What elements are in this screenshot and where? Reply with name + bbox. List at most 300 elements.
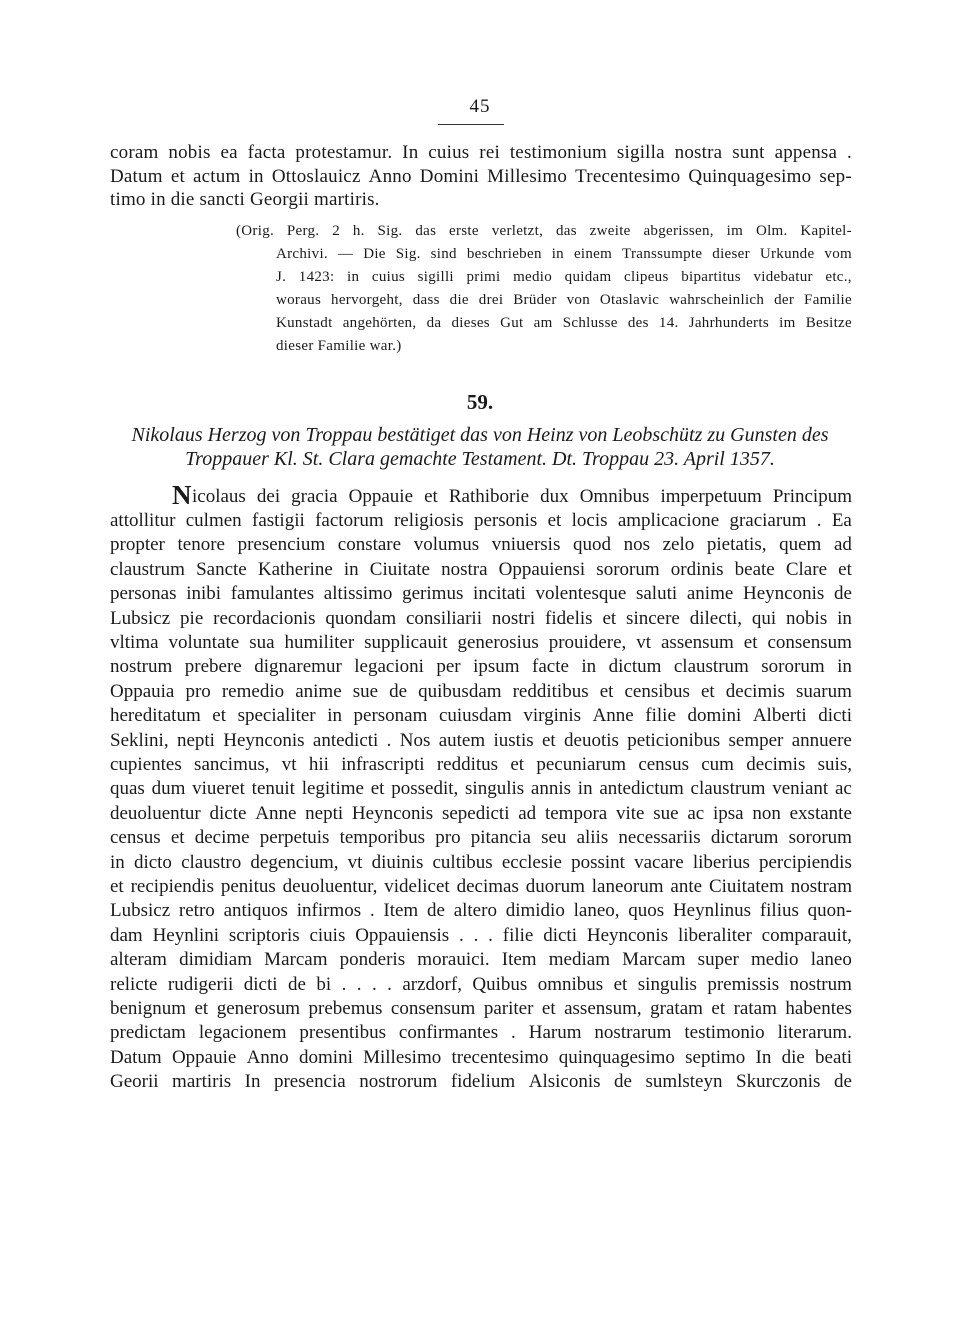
word: dicti (543, 924, 577, 946)
word: antedictum (599, 778, 684, 800)
word: imperpetuum (660, 486, 762, 507)
document-number: 59. (466, 390, 494, 414)
word: graciarum (729, 510, 807, 531)
word: Harum (528, 1022, 582, 1044)
word: beate (734, 558, 775, 580)
word: . (458, 924, 464, 946)
word: hii (308, 754, 329, 775)
word: Katherine (257, 558, 333, 580)
word: autem (438, 729, 486, 751)
word: . (511, 1022, 516, 1044)
word: vltima (110, 632, 159, 653)
word: altero (453, 900, 497, 922)
word: habentes (785, 998, 852, 1019)
word: fidelis (545, 607, 593, 629)
word: testimonio (684, 1022, 765, 1044)
body-line (110, 510, 852, 532)
word: im (779, 315, 796, 331)
word: amplicacione (617, 510, 720, 531)
word: comparauit, (761, 924, 852, 946)
word: Jahrhunderts (688, 315, 769, 331)
word: vacare (634, 851, 684, 873)
word: census (110, 827, 161, 849)
word: percipiendis (759, 851, 852, 873)
word: laneorum (591, 876, 664, 897)
word: Anne (255, 802, 297, 824)
word: dass (412, 292, 440, 308)
word: generosius (457, 632, 539, 653)
word: dieser (712, 246, 750, 262)
word: in (248, 166, 264, 187)
preceding-line (110, 166, 852, 188)
word: et (602, 607, 617, 629)
word: in (551, 246, 564, 262)
word: vniuersis (491, 534, 561, 556)
word: duorum (525, 876, 585, 897)
word: anime (295, 680, 342, 702)
word: ea (220, 142, 238, 163)
footnote-line (276, 292, 852, 309)
word: et (743, 632, 758, 653)
word: liberaliter (677, 924, 752, 946)
body-line (110, 778, 852, 800)
word: ponderis (339, 949, 406, 971)
word: Item (383, 900, 419, 922)
word: da (426, 315, 442, 331)
word: Kapitel- (800, 223, 852, 239)
word: sind (430, 246, 457, 262)
word: videlicet (384, 876, 450, 897)
word: fastigii (252, 510, 305, 531)
footnote-line (276, 315, 852, 332)
word: ipsum (473, 656, 520, 678)
word: pariter (483, 998, 534, 1019)
word: Besitze (805, 315, 852, 331)
header-rule (438, 124, 504, 125)
word: et (424, 486, 438, 507)
word: quondam (325, 607, 397, 629)
body-line (110, 1047, 852, 1069)
word: nostrorum (359, 1071, 438, 1093)
word: Archivi. (276, 246, 328, 262)
word: ipsa (712, 802, 744, 824)
word: generosum (216, 998, 301, 1019)
word: necessariis (618, 827, 701, 849)
word: incitati (473, 583, 526, 605)
word: retro (178, 900, 215, 922)
word: census (638, 754, 689, 775)
word: im (726, 223, 744, 239)
word: . (356, 973, 362, 995)
word: Trecentesimo (575, 166, 681, 187)
word: liberius (692, 851, 750, 873)
word: nostra (441, 558, 488, 580)
word: Oppauia (110, 680, 175, 702)
word: de (614, 1071, 632, 1093)
word: anime (686, 583, 734, 605)
word: propter (110, 534, 165, 556)
body-line (110, 998, 852, 1020)
word: suis, (817, 754, 852, 775)
word: in (837, 607, 852, 629)
word: voluntate (168, 632, 240, 653)
word: appensa (774, 142, 838, 163)
word: singulis (465, 778, 525, 800)
word: der (774, 292, 795, 308)
word: pro (435, 827, 461, 849)
word: trecentesimo (451, 1046, 549, 1068)
word: pie (180, 607, 204, 629)
word: sue (352, 680, 379, 702)
word: sororum (761, 656, 825, 678)
word: das (555, 223, 577, 239)
body-line (110, 852, 852, 874)
word: Ea (831, 510, 852, 531)
word: hervorgeht, (331, 292, 403, 308)
word: Transsumpte (622, 246, 703, 262)
word: claustro (181, 851, 242, 873)
word: nostram (790, 876, 852, 897)
word: Principum (772, 486, 852, 507)
word: Anno (368, 166, 412, 187)
word: domini (687, 705, 742, 727)
word: presencia (273, 1071, 346, 1093)
word: nostri (491, 607, 536, 629)
word: Ottoslauicz (271, 166, 361, 187)
word: Marcam (264, 949, 328, 971)
word: et (370, 778, 385, 800)
word: dieses (451, 315, 490, 331)
word: etc., (825, 269, 852, 285)
word: die (781, 1046, 805, 1068)
word: beati (815, 1046, 852, 1068)
word: beschrieben (466, 246, 542, 262)
word: dicti (243, 973, 278, 995)
word: Marcam (622, 949, 686, 971)
word: consensum (767, 632, 852, 653)
word: medio (513, 269, 553, 285)
word: coram (110, 142, 159, 163)
word: deuotis (564, 729, 619, 751)
word: omnibus (537, 973, 604, 995)
word: gratam (650, 998, 703, 1019)
word: Oppauiensi (498, 558, 586, 580)
word: arzdorf, (402, 973, 462, 995)
word: domini (299, 1046, 353, 1068)
word: videbatur (753, 269, 813, 285)
word: de (288, 973, 306, 995)
word: nostrum (110, 656, 173, 678)
first-line-text (192, 486, 852, 508)
word: Familie (804, 292, 852, 308)
word: assensum (661, 632, 734, 653)
word: septimo (685, 1046, 746, 1068)
word: non (752, 802, 781, 824)
word: dimidio (505, 900, 565, 922)
word: sancimus, (194, 754, 270, 775)
word: volentesque (535, 583, 627, 605)
word: dignaremur (254, 656, 342, 678)
word: fidelium (450, 1071, 516, 1093)
footnote-line (276, 269, 852, 286)
word: erste (449, 223, 479, 239)
word: filie (502, 924, 534, 946)
word: zweite (589, 223, 631, 239)
word: religiosis (393, 510, 464, 531)
word: nobis (786, 607, 828, 629)
word: dilecti, (689, 607, 742, 629)
word: nostra (674, 142, 723, 163)
word: quos (628, 900, 665, 922)
word: quas (110, 778, 145, 800)
word: in (837, 656, 852, 678)
word: . (386, 729, 392, 751)
word: nepti (305, 802, 344, 824)
word: premissis (707, 973, 780, 995)
word: Kunstadt (276, 315, 333, 331)
body-line (110, 656, 852, 678)
word: factorum (315, 510, 384, 531)
word: ac (834, 778, 852, 800)
word: dicti (818, 705, 852, 727)
word: dictum (608, 656, 662, 678)
word: angehörten, (342, 315, 417, 331)
word: drei (478, 292, 504, 308)
body-line (110, 681, 852, 703)
word: quinquagesimo (558, 1046, 675, 1068)
word: des (627, 315, 649, 331)
word: Millesimo (487, 166, 568, 187)
word: nepti (176, 729, 215, 751)
word: peticionibus (627, 729, 721, 751)
word: von (566, 292, 590, 308)
word: Lubsicz (110, 607, 171, 629)
word: cum (701, 754, 734, 775)
word: exstante (789, 802, 852, 824)
word: Oppauie (348, 486, 414, 507)
word: woraus (276, 292, 322, 308)
word: quon- (807, 900, 852, 922)
headline-line: Nikolaus Herzog von Troppau bestätiget das von Heinz von Leobschütz zu Gunsten des (131, 424, 829, 446)
word: saluti (635, 583, 678, 605)
word: prebere (184, 656, 242, 678)
word: in (343, 558, 359, 580)
word: Omnibus (579, 486, 650, 507)
word: mediam (548, 949, 610, 971)
word: singulis (637, 973, 697, 995)
word: redditus (436, 754, 499, 775)
word: Brüder (513, 292, 557, 308)
word: J. (276, 269, 287, 285)
word: prouidere, (548, 632, 627, 653)
word: . (369, 900, 375, 922)
word: viueret (192, 778, 245, 800)
word: alteram (110, 949, 167, 971)
word: assensum, (564, 998, 642, 1019)
word: cultibus (432, 851, 493, 873)
word: seu (541, 827, 567, 849)
word: in (577, 778, 593, 800)
word: tenore (177, 534, 225, 556)
word: laneo (810, 949, 852, 971)
word: ratam (733, 998, 777, 1019)
word: sepedicti (441, 802, 510, 824)
body-line (110, 827, 852, 849)
word: ordinis (670, 558, 724, 580)
body-line (110, 559, 852, 581)
word: nos (623, 534, 650, 556)
word: et (613, 973, 628, 995)
word: redditibus (512, 680, 589, 702)
word: . (816, 510, 822, 531)
word: et (541, 998, 556, 1019)
footnote-line (276, 246, 852, 263)
word: Oppauiensis (355, 924, 450, 946)
word: deuoluentur (110, 802, 201, 824)
word: actum (193, 166, 241, 187)
word: Datum (110, 1046, 162, 1068)
word: morauici. (417, 949, 490, 971)
word: bi (316, 973, 332, 995)
word: Georii (110, 1071, 159, 1093)
preceding-line: timo in die sancti Georgii martiris. (110, 189, 380, 210)
word: supplicauit (364, 632, 448, 653)
word: am (533, 315, 553, 331)
word: suarum (795, 680, 852, 702)
word: quibusdam (418, 680, 502, 702)
word: einem (573, 246, 613, 262)
word: consensum (390, 998, 476, 1019)
word: pitancia (470, 827, 531, 849)
word: claustrum (673, 656, 749, 678)
body-line (110, 900, 852, 922)
body-line (110, 608, 852, 630)
word: rei (479, 142, 500, 163)
word: . (488, 924, 493, 946)
headline-line: Troppauer Kl. St. Clara gemachte Testament. Dt. Troppau 23. April 1357. (185, 448, 775, 470)
word: Urkunde (759, 246, 815, 262)
word: Lubsicz (110, 900, 171, 922)
word: sigilli (417, 269, 454, 285)
word: Rathiborie (448, 486, 530, 507)
word: vite (615, 802, 645, 824)
body-line (110, 583, 852, 605)
word: antedicti (312, 729, 379, 751)
word: Heynlini (152, 924, 220, 946)
word: volumus (413, 534, 480, 556)
body-line (110, 974, 852, 996)
word: . (371, 973, 377, 995)
word: Skurczonis (736, 1071, 821, 1093)
word: decimis (746, 754, 806, 775)
word: recordacionis (213, 607, 316, 629)
word: Gut (500, 315, 524, 331)
word: semper (728, 729, 784, 751)
word: benignum (110, 998, 186, 1019)
word: et (711, 998, 726, 1019)
word: Perg. (286, 223, 320, 239)
word: iustis (493, 729, 534, 751)
word: in (347, 269, 360, 285)
word: facta (247, 142, 286, 163)
word: per (436, 656, 461, 678)
word: sororum (788, 827, 852, 849)
word: famulantes (230, 583, 315, 605)
word: annis (530, 778, 572, 800)
word: — (337, 246, 354, 262)
word: constare (337, 534, 402, 556)
word: nostrarum (594, 1022, 672, 1044)
word: medio (751, 949, 799, 971)
word: prebemus (308, 998, 383, 1019)
word: presencium (237, 534, 326, 556)
word: clipeus (624, 269, 669, 285)
word: facte (532, 656, 569, 678)
word: diuinis (371, 851, 424, 873)
word: de (426, 900, 445, 922)
word: Anno (246, 1046, 289, 1068)
word: et (194, 998, 209, 1019)
word: (Orig. (236, 223, 275, 239)
word: sincere (626, 607, 680, 629)
word: locis (571, 510, 608, 531)
word: possint (571, 851, 625, 873)
body-line (110, 730, 852, 752)
word: dimidiam (179, 949, 252, 971)
body-line (110, 632, 852, 654)
word: filius (759, 900, 799, 922)
word: Heynconis (351, 802, 434, 824)
word: decimis (725, 680, 785, 702)
word: consiliarii (406, 607, 482, 629)
body-line (110, 754, 852, 776)
body-line (110, 534, 852, 556)
word: quem (779, 534, 822, 556)
body-line (110, 705, 852, 727)
body-line (110, 925, 852, 947)
word: Datum (110, 166, 163, 187)
word: infrascripti (341, 754, 425, 775)
word: vom (824, 246, 852, 262)
word: personas (110, 583, 177, 605)
word: Heynlinus (672, 900, 752, 922)
page-number: 45 (469, 96, 491, 117)
word: humiliter (284, 632, 355, 653)
word: vt (347, 851, 363, 873)
word: bipartitus (681, 269, 741, 285)
word: legitime (301, 778, 364, 800)
body-line (110, 949, 852, 971)
word: . (341, 973, 347, 995)
word: . (473, 924, 479, 946)
word: legacioni (354, 656, 424, 678)
word: decime (194, 827, 250, 849)
word: de (833, 1071, 852, 1093)
word: dicto (133, 851, 172, 873)
body-line (110, 1022, 852, 1044)
word: In (755, 1046, 772, 1068)
word: zelo (662, 534, 695, 556)
word: Schlusse (562, 315, 618, 331)
word: Heynconis (586, 924, 669, 946)
word: h. (352, 223, 365, 239)
word: cuius (428, 142, 470, 163)
word: verletzt, (491, 223, 544, 239)
word: In (402, 142, 419, 163)
word: predictam (110, 1022, 186, 1044)
word: 14. (658, 315, 679, 331)
word: primi (466, 269, 501, 285)
